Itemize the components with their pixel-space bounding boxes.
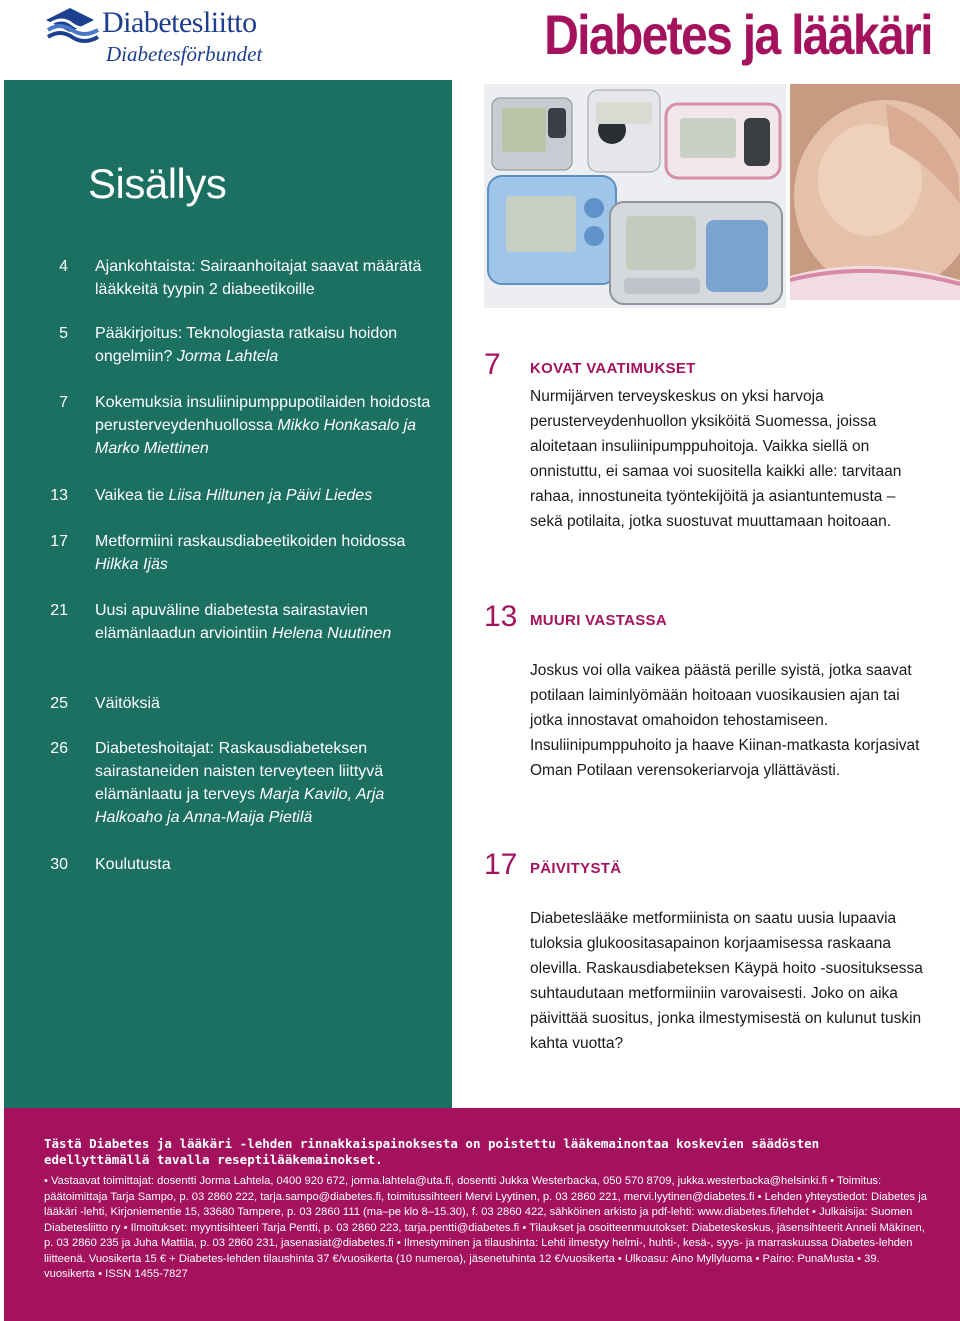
toc-entry-author: Helena Nuutinen — [272, 625, 392, 642]
logo-subtitle: Diabetesförbundet — [106, 42, 263, 66]
toc-page-number: 7 — [59, 394, 68, 411]
diabetesliitto-logo[interactable] — [44, 4, 304, 68]
toc-entry-text — [95, 737, 445, 829]
toc-entry-text — [95, 255, 445, 301]
toc-entry-title: Pääkirjoitus: Teknologiasta ratkaisu hoidon ongelmiin? — [95, 325, 398, 365]
article-page-number: 17 — [484, 848, 518, 881]
toc-entry-text — [95, 391, 445, 460]
toc-entry-author: Liisa Hiltunen ja Päivi Liedes — [168, 487, 373, 504]
toc-panel — [4, 80, 452, 1108]
insulin-pumps-image — [484, 84, 786, 308]
footer-notice: Tästä Diabetes ja lääkäri -lehden rinnakkaispainoksesta on poistettu lääkemainontaa koskevien säädösten edellyttämällä tavalla reseptilääkemainokset. — [44, 1136, 820, 1167]
article-page-number: 7 — [484, 348, 501, 381]
logo-wave-icon — [44, 6, 100, 46]
article-heading: PÄIVITYSTÄ — [530, 860, 622, 877]
toc-entry-text — [95, 853, 445, 876]
toc-entry-title: Väitöksiä — [95, 695, 160, 712]
toc-title: Sisällys — [88, 160, 227, 207]
footer-contact-info — [44, 1174, 930, 1283]
toc-entry-title: Kokemuksia insuliinipumppupotilaiden hoidosta perusterveydenhuollossa — [95, 394, 431, 434]
logo-name: Diabetesliitto — [102, 6, 257, 39]
toc-page-number: 25 — [50, 695, 68, 712]
toc-page-number: 13 — [50, 487, 68, 504]
toc-entry-title: Ajankohtaista: Sairaanhoitajat saavat määrätä lääkkeitä tyypin 2 diabeetikoille — [95, 258, 422, 298]
pregnant-belly-image — [790, 84, 960, 300]
toc-entry-author: Mikko Honkasalo ja Marko Miettinen — [95, 417, 417, 457]
toc-entry-title: Uusi apuväline diabetesta sairastavien elämänlaadun arviointiin — [95, 602, 369, 642]
toc-entry-text — [95, 692, 445, 715]
toc-entry-title: Koulutusta — [95, 856, 171, 873]
toc-entry-author: Hilkka Ijäs — [95, 556, 168, 573]
toc-entry-text — [95, 530, 445, 576]
toc-page-number: 5 — [59, 325, 68, 342]
article-summary: Diabeteslääke metformiinista on saatu uusia lupaavia tuloksia glukoositasapainon korjaamisessa raskaana olevilla. Raskausdiabeteksen Käypä hoito -suosituksessa suhtaudutaan metformiiniin varovaisesti. Joko on aika päivittää suositus, jonka ilmestymisestä on kulunut tuskin kahta vuotta? — [530, 910, 923, 1052]
toc-page-number: 21 — [50, 602, 68, 619]
toc-entry-author: Jorma Lahtela — [176, 348, 279, 365]
toc-entry-title: Metformiini raskausdiabeetikoiden hoidossa — [95, 533, 406, 550]
toc-page-number: 4 — [59, 258, 68, 275]
page-header — [0, 0, 960, 78]
article-heading: MUURI VASTASSA — [530, 612, 667, 629]
article-summary: Joskus voi olla vaikea päästä perille syistä, jotka saavat potilaan laiminlyömään hoitoaan vuosikausien ajan tai jotka innostavat omahoidon tehostamiseen. Insuliinipumppuhoito ja haave Kiinan-matkasta korjasivat Oman Potilaan verensokeriarvoja yllättävästi. — [530, 662, 920, 779]
toc-entry-title: Vaikea tie — [95, 487, 165, 504]
article-page-number: 13 — [484, 600, 518, 633]
toc-entry-author: Marja Kavilo, Arja Halkoaho ja Anna-Maija Pietilä — [95, 786, 385, 826]
magazine-title: Diabetes ja lääkäri — [544, 3, 932, 66]
toc-entry-text — [95, 484, 445, 507]
toc-entry-title: Diabeteshoitajat: Raskausdiabeteksen sairastaneiden naisten terveyteen liittyvä elämänlaatu ja terveys — [95, 740, 384, 803]
toc-entry-text — [95, 599, 445, 645]
footer-contact-text: • Vastaavat toimittajat: dosentti Jorma Lahtela, 0400 920 672, jorma.lahtela@uta.fi, dosentti Jukka Westerbacka, 050 570 8709, jukka.westerbacka@helsinki.fi • Toimitus: päätoimittaja Tarja Sampo, p. 03 2860 222, tarja.sampo@diabetes.fi, toimitussihteeri Mervi Lyytinen, p. 03 2860 221, mervi.lyytinen@diabetes.fi • Lehden yhteystiedot: Diabetes ja lääkäri -lehti, Kirjoniementie 15, 33680 Tampere, p. 03 2860 111 (ma–pe klo 8–15.30), f. 03 2860 422, sähköinen arkisto ja pdf-lehti: www.diabetes.fi/lehdet • Julkaisija: Suomen Diabetesliitto ry • Ilmoitukset: myyntisihteeri Tarja Pentti, p. 03 2860 223, tarja.pentti@diabetes.fi • Tilaukset ja osoitteenmuutokset: Diabeteskeskus, jäsensihteerit Anneli Mäkinen, p. 03 2860 235 ja Juha Mattila, p. 03 2860 231, jasenasiat@diabetes.fi • Ilmestyminen ja tilaushinta: Lehti ilmestyy helmi-, huhti-, kesä-, syys- ja marraskuussa Diabetes-lehden liitteenä. Vuosikerta 15 € + Diabetes-lehden tilaushinta 37 €/vuosikerta (10 numeroa), jäsenetuhinta 12 €/vuosikerta • Ulkoasu: Aino Myllyluoma • Paino: PunaMusta • 39. vuosikerta • ISSN 1455-7827 — [44, 1175, 927, 1280]
toc-page-number: 26 — [50, 740, 68, 757]
toc-page-number: 17 — [50, 533, 68, 550]
insulin-pumps-photo — [484, 84, 786, 308]
article-heading: KOVAT VAATIMUKSET — [530, 360, 696, 377]
article-summary: Nurmijärven terveyskeskus on yksi harvoja perusterveydenhuollon yksiköitä Suomessa, joissa aloitetaan insuliinipumppuhoitoja. Vaikka siellä on onnistuttu, ei samaa voi suositella kaikki alle: tarvitaan rahaa, innostuneita työntekijöitä ja asiantuntemusta – sekä potilaita, jotka suostuvat muuttamaan hoitoaan. — [530, 388, 902, 530]
toc-page-number: 30 — [50, 856, 68, 873]
pregnant-belly-photo — [790, 84, 960, 300]
footer-banner — [4, 1108, 960, 1321]
toc-entry-text — [95, 322, 445, 368]
